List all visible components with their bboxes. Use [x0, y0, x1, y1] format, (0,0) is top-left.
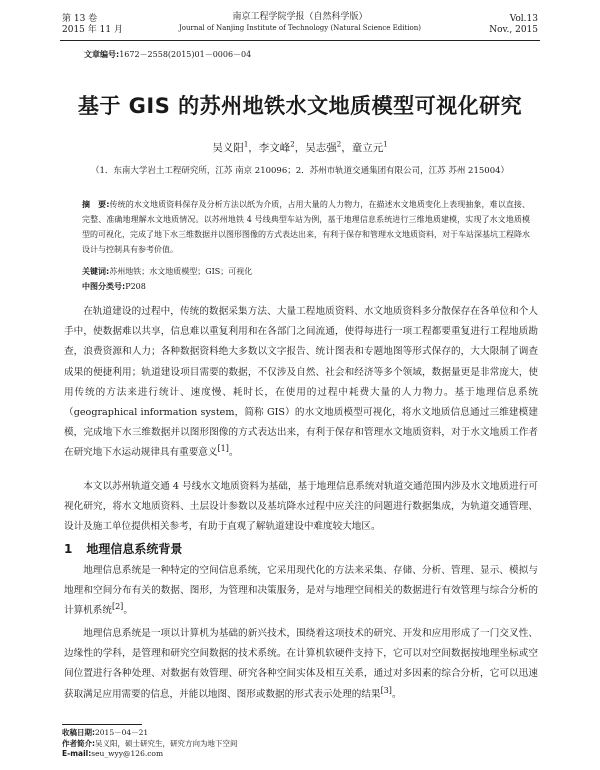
footnote-rule [62, 724, 142, 725]
section-number: 1 [64, 542, 73, 556]
citation-ref[interactable]: [1] [217, 444, 229, 454]
received-date [62, 728, 238, 739]
abstract-label: 摘 要: [82, 200, 110, 209]
clc-text: P208 [125, 282, 146, 291]
author-name: 童立元 [351, 142, 384, 154]
author-name: 李文峰 [258, 142, 291, 154]
body-paragraph [64, 624, 538, 705]
paragraph-end: 。 [391, 688, 402, 700]
header-rule [60, 40, 540, 41]
header-center [150, 12, 450, 34]
header-left [62, 14, 123, 36]
email-value[interactable]: seu_wyy@126.com [91, 749, 164, 758]
paragraph-text: 本文以苏州轨道交通 4 号线水文地质资料为基础，基于地理信息系统对轨道交通范围内涉及水文地质进行可视化研究，将水文地质资料、土层设计参数以及基坑降水过程中应关注的问题进行数据集成，为轨道交通管理、设计及施工单位提供相关参考，有助于直观了解轨道建设中难度较大地区。 [64, 481, 538, 533]
abstract [82, 197, 530, 257]
journal-name-en: Journal of Nanjing Institute of Technology (Natural Science Edition) [178, 24, 422, 32]
clc-number [82, 281, 530, 292]
author-email [62, 749, 238, 760]
volume-en: Vol.13 [509, 14, 538, 24]
journal-name-cn: 南京工程学院学报（自然科学版） [232, 12, 368, 22]
footnote [62, 728, 238, 760]
author-affil-mark: 1 [383, 140, 388, 149]
author-name: 吴义阳 [212, 142, 244, 154]
keywords-label: 关键词: [82, 267, 110, 276]
citation-ref[interactable]: [3] [380, 685, 392, 695]
author-affil-mark: 2 [336, 140, 342, 149]
volume-cn: 第 13 卷 [62, 14, 98, 24]
keywords [82, 266, 530, 277]
article-number-value: 1672－2558(2015)01－0006－04 [119, 50, 252, 59]
keywords-text: 苏州地铁；水文地质模型；GIS；可视化 [109, 267, 253, 276]
paragraph-text: 在轨道建设的过程中，传统的数据采集方法、大量工程地质资料、水文地质资料多分散保存在各单位和个人手中，使数据难以共享，信息难以重复利用和在各部门之间流通，使得每进行一项工程都要重复进行工程地质勘查，浪费资源和人力；各种数据资料绝大多数以文字报告、统计图表和专题地图等形式保存的，大大限制了调查成果的便捷利用；轨道建设项目需要的数据，不仅涉及自然、社会和经济等多个领域，数据量更是非常庞大，使用传统的方法来进行统计、速度慢、耗时长，在使用的过程中耗费大量的人力物力。基于地理信息系统（geographical information system，简称 GIS）的水文地质模型可视化，将水文地质信息通过三维建模建模，完成地下水三维数据并以图形图像的方式表达出来，有利于保存和管理水文地质资料，对于水文地质工作者在研究地下水运动规律具有重要意义 [64, 306, 538, 459]
section-heading [64, 540, 182, 557]
received-value: 2015－04－21 [95, 728, 149, 737]
article-number [84, 49, 251, 60]
header-right [489, 14, 538, 36]
author-bio-value: 吴义阳，硕士研究生，研究方向为地下空间 [95, 738, 238, 748]
clc-label: 中图分类号: [82, 282, 126, 291]
paragraph-end: 。 [123, 605, 133, 617]
section-title: 地理信息系统背景 [86, 542, 183, 556]
paragraph-text: 地理信息系统是一项以计算机为基础的新兴技术，围绕着这项技术的研究、开发和应用形成了一门交叉性、边缘性的学科，是管理和研究空间数据的技术系统。在计算机软硬件支持下，它可以对空间数据按地理坐标或空间位置进行各种处理、对数据有效管理、研究各种空间实体及相互关系，通过对多因素的综合分析，它可以迅速获取满足应用需要的信息，并能以地图、图形或数据的形式表示处理的结果 [64, 628, 538, 700]
date-en: Nov., 2015 [489, 25, 538, 35]
author-name: 吴志强 [305, 142, 337, 154]
author-affil-mark: 1 [243, 140, 249, 149]
received-label: 收稿日期: [62, 728, 95, 737]
paragraph-end: 。 [228, 447, 239, 459]
body-paragraph [64, 302, 538, 464]
abstract-text: 传统的水文地质资料保存及分析方法以纸为介质，占用大量的人力物力，在描述水文地质变化上表现抽象，难以直接、完整、准确地理解水文地质情况。以苏州地铁 4 号线典型车站为例，基于地理信息系统进行三维地质建模，实现了水文地质模型的可视化，完成了地下水三维数据并以图形图像的方式表达出来，有利于保存和管理水文地质资料，对于车站深基坑工程降水设计与控制具有参考价值。 [82, 200, 530, 254]
paper-title: 基于 GIS 的苏州地铁水文地质模型可视化研究 [77, 94, 523, 118]
email-label: E-mail: [62, 749, 92, 758]
citation-ref[interactable]: [2] [111, 602, 124, 612]
paragraph-text: 地理信息系统是一种特定的空间信息系统，它采用现代化的方法来采集、存储、分析、管理、显示、模拟与地理和空间分布有关的数据、图形，为管理和决策服务，是对与地理空间相关的数据进行有效管理与综合分析的计算机系统 [64, 565, 538, 617]
author-bio [62, 739, 238, 750]
body-paragraph [64, 561, 538, 622]
article-number-label: 文章编号: [84, 50, 120, 59]
author-bio-label: 作者简介: [62, 738, 95, 748]
author-affil-mark: 2 [290, 140, 295, 149]
date-cn: 2015 年 11 月 [62, 25, 123, 35]
body-paragraph [64, 477, 538, 538]
affiliation: （1．东南大学岩土工程研究所，江苏 南京 210096；2．苏州市轨道交通集团有限公司，江苏 苏州 215004） [90, 166, 510, 176]
author-list: 吴义阳$^1$，李文峰$^2$，吴志强$^2$，童立元$^1$ [212, 140, 388, 154]
